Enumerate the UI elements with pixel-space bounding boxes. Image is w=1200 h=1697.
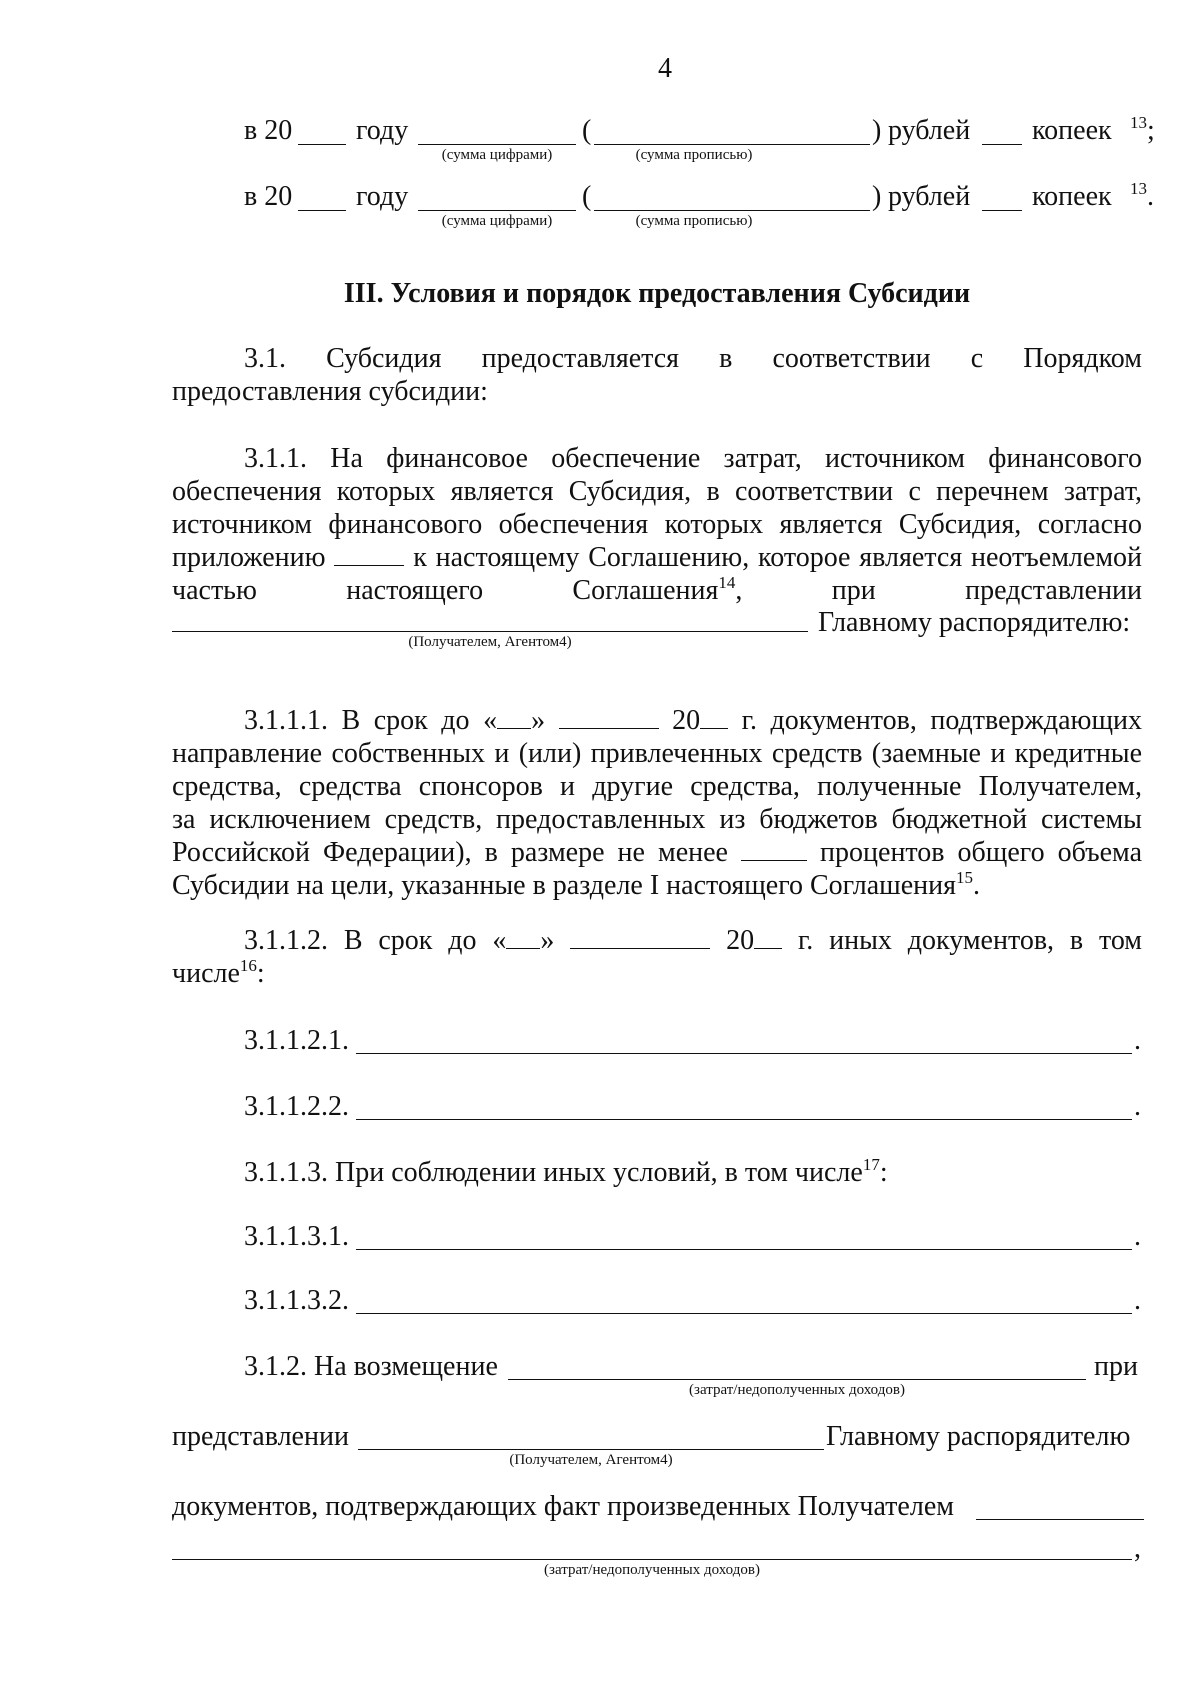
para-line: Российской Федерации), в размере не менее процентов общего объема — [172, 837, 1143, 868]
year-suffix-blank[interactable] — [754, 926, 782, 949]
submission-label: представлении — [172, 1421, 349, 1452]
para-line: предоставления субсидии: — [172, 376, 488, 407]
item-end: . — [1134, 1025, 1141, 1056]
paren-open: ( — [582, 181, 592, 212]
appendix-number-blank[interactable] — [334, 543, 404, 566]
para-line: Субсидии на цели, указанные в разделе I настоящего Соглашения$^{15}$. — [172, 868, 980, 901]
paragraph-3-1-1-2 — [172, 924, 1142, 990]
reimbursement-tail: при — [1094, 1351, 1138, 1382]
sum-digits-caption: (сумма цифрами) — [441, 147, 553, 163]
recipient-agent-blank[interactable] — [172, 631, 808, 632]
para-line: направление собственных и (или) привлеченных средств (заемные и кредитные — [172, 738, 1142, 769]
sum-words-blank[interactable] — [594, 210, 870, 211]
item-end: . — [1134, 1091, 1141, 1122]
item-blank[interactable] — [356, 1119, 1132, 1120]
sum-words-caption: (сумма прописью) — [635, 147, 753, 163]
section-heading: III. Условия и порядок предоставления Субсидии — [343, 278, 971, 309]
day-blank[interactable] — [497, 706, 531, 729]
para-line: 3.1.1.2. В срок до « » 20 г. иных документов, в том — [244, 925, 1143, 956]
item-end: . — [1134, 1285, 1141, 1316]
kopecks-word: копеек — [1032, 181, 1112, 212]
amount-prefix: в 20 — [244, 181, 293, 212]
sum-words-caption: (сумма прописью) — [635, 213, 753, 229]
year-blank[interactable] — [298, 210, 346, 211]
item-blank[interactable] — [356, 1053, 1132, 1054]
para-line: частью настоящего Соглашения$^{14}$, при представлении — [172, 573, 1143, 606]
footnote-marker: $^{13}$; — [1130, 113, 1155, 146]
para-line: 3.1.1. На финансовое обеспечение затрат, источником финансового — [244, 443, 1142, 474]
paragraph-3-1-1-1 — [172, 704, 1142, 902]
costs-blank-tail[interactable] — [976, 1519, 1144, 1520]
para-line: обеспечения которых является Субсидия, в соответствии с перечнем затрат, — [172, 476, 1142, 507]
rubles-word: рублей — [888, 115, 971, 146]
sum-digits-blank[interactable] — [418, 210, 576, 211]
day-blank[interactable] — [506, 926, 540, 949]
paragraph-3-1-1-3: 3.1.1.3. При соблюдении иных условий, в том числе$^{17}$: — [244, 1155, 888, 1188]
para-line: 3.1. Субсидия предоставляется в соответствии с Порядком — [244, 343, 1142, 374]
rubles-word: рублей — [888, 181, 971, 212]
kopecks-blank[interactable] — [982, 210, 1022, 211]
page-number: 4 — [658, 53, 672, 84]
year-word: году — [356, 181, 409, 212]
recipient-agent-blank-2[interactable] — [358, 1449, 824, 1450]
year-word: году — [356, 115, 409, 146]
item-number: 3.1.1.3.2. — [244, 1285, 349, 1316]
para-line: за исключением средств, предоставленных из бюджетов бюджетной системы — [172, 804, 1142, 835]
para-line: числе$^{16}$: — [172, 956, 265, 989]
paren-close: ) — [872, 115, 882, 146]
paren-close: ) — [872, 181, 882, 212]
kopecks-blank[interactable] — [982, 144, 1022, 145]
sum-digits-caption: (сумма цифрами) — [441, 213, 553, 229]
paren-open: ( — [582, 115, 592, 146]
main-distributor-text: Главному распорядителю: — [818, 607, 1131, 638]
documents-text: документов, подтверждающих факт произведенных Получателем — [172, 1491, 954, 1522]
recipient-agent-caption: (Получателем, Агентом4) — [408, 634, 572, 650]
month-blank[interactable] — [559, 706, 659, 729]
para-line: 3.1.1.1. В срок до « » 20 г. документов, подтверждающих — [244, 705, 1142, 736]
reimbursement-label: 3.1.2. На возмещение — [244, 1351, 498, 1382]
item-number: 3.1.1.2.2. — [244, 1091, 349, 1122]
kopecks-word: копеек — [1032, 115, 1112, 146]
item-blank[interactable] — [356, 1313, 1132, 1314]
para-line: источником финансового обеспечения которых является Субсидия, согласно — [172, 509, 1142, 540]
line-end-comma: , — [1134, 1533, 1141, 1564]
costs-income-caption-2: (затрат/недополученных доходов) — [544, 1562, 760, 1578]
year-suffix-blank[interactable] — [700, 706, 728, 729]
paragraph-3-1 — [172, 342, 1142, 408]
item-number: 3.1.1.2.1. — [244, 1025, 349, 1056]
item-blank[interactable] — [356, 1249, 1132, 1250]
month-blank[interactable] — [570, 926, 710, 949]
item-end: . — [1134, 1221, 1141, 1252]
main-distributor-text-2: Главному распорядителю — [826, 1421, 1131, 1452]
item-number: 3.1.1.3.1. — [244, 1221, 349, 1252]
costs-blank-full[interactable] — [172, 1559, 1132, 1560]
para-line: средства, средства спонсоров и другие средства, полученные Получателем, — [172, 771, 1142, 802]
sum-digits-blank[interactable] — [418, 144, 576, 145]
recipient-agent-caption-2: (Получателем, Агентом4) — [509, 1452, 673, 1468]
footnote-marker: $^{13}$. — [1130, 179, 1154, 212]
para-line: приложению к настоящему Соглашению, которое является неотъемлемой — [172, 542, 1143, 573]
percent-blank[interactable] — [741, 838, 807, 861]
amount-prefix: в 20 — [244, 115, 293, 146]
sum-words-blank[interactable] — [594, 144, 870, 145]
costs-income-blank[interactable] — [508, 1379, 1086, 1380]
year-blank[interactable] — [298, 144, 346, 145]
costs-income-caption: (затрат/недополученных доходов) — [689, 1382, 905, 1398]
paragraph-3-1-1 — [172, 442, 1142, 607]
